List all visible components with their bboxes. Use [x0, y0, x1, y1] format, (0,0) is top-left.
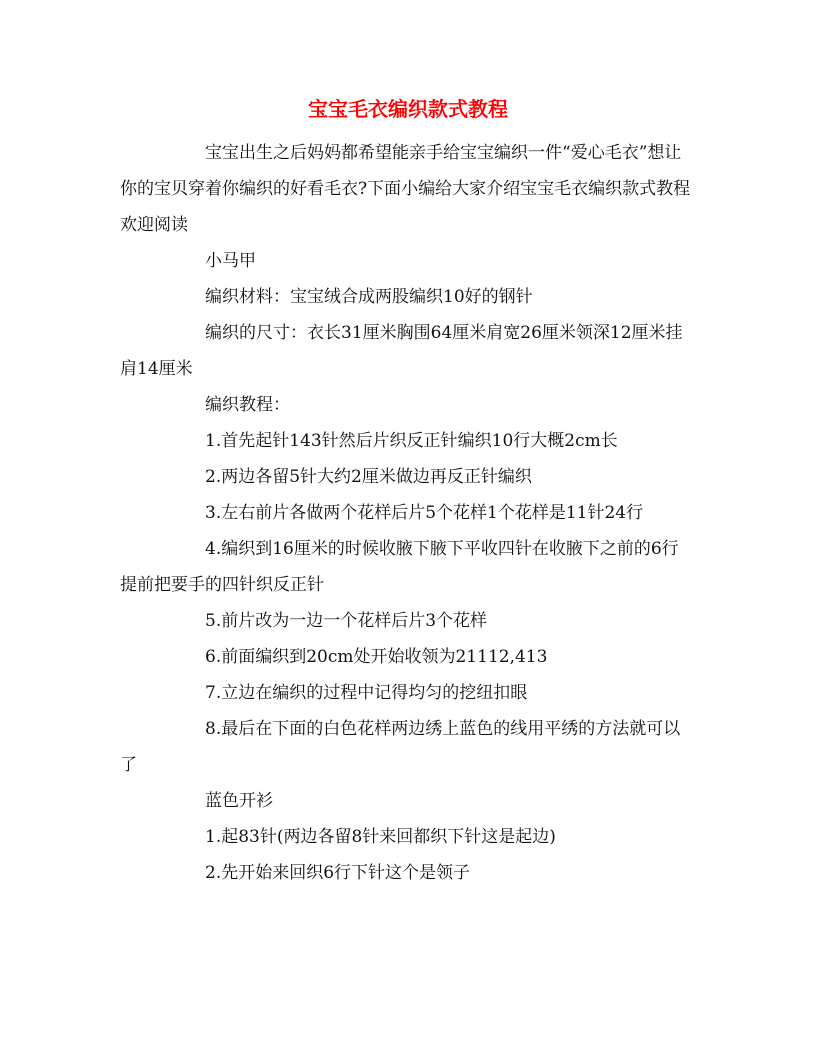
paragraph-step-6: 6.前面编织到20cm处开始收领为21112,413	[205, 647, 548, 667]
paragraph-size: 编织的尺寸：衣长31厘米胸围64厘米肩宽26厘米领深12厘米挂肩14厘米	[120, 323, 683, 379]
paragraph-tutorial-heading: 编织教程：	[205, 395, 290, 415]
document-title: 宝宝毛衣编织款式教程	[308, 97, 508, 121]
paragraph-cardigan-step-2: 2.先开始来回织6行下针这个是领子	[205, 863, 471, 883]
paragraph-cardigan-step-1: 1.起83针(两边各留8针来回都织下针这是起边)	[205, 827, 556, 847]
paragraph-step-3: 3.左右前片各做两个花样后片5个花样1个花样是11针24行	[205, 503, 644, 523]
paragraph-step-2: 2.两边各留5针大约2厘米做边再反正针编织	[205, 467, 532, 487]
paragraph-section-cardigan: 蓝色开衫	[205, 791, 273, 811]
paragraph-step-5: 5.前片改为一边一个花样后片3个花样	[205, 611, 488, 631]
paragraph-step-4: 4.编织到16厘米的时候收腋下腋下平收四针在收腋下之前的6行提前把要手的四针织反正针	[120, 539, 679, 595]
paragraph-step-1: 1.首先起针143针然后片织反正针编织10行大概2cm长	[205, 431, 618, 451]
paragraph-materials: 编织材料：宝宝绒合成两股编织10好的钢针	[205, 287, 533, 307]
paragraph-intro: 宝宝出生之后妈妈都希望能亲手给宝宝编织一件“爱心毛衣”想让你的宝贝穿着你编织的好看毛衣?下面小编给大家介绍宝宝毛衣编织款式教程欢迎阅读	[120, 143, 691, 235]
paragraph-step-7: 7.立边在编织的过程中记得均匀的挖纽扣眼	[205, 683, 528, 703]
document-body	[120, 135, 692, 891]
paragraph-section-vest: 小马甲	[205, 251, 256, 271]
paragraph-step-8: 8.最后在下面的白色花样两边绣上蓝色的线用平绣的方法就可以了	[120, 719, 681, 775]
